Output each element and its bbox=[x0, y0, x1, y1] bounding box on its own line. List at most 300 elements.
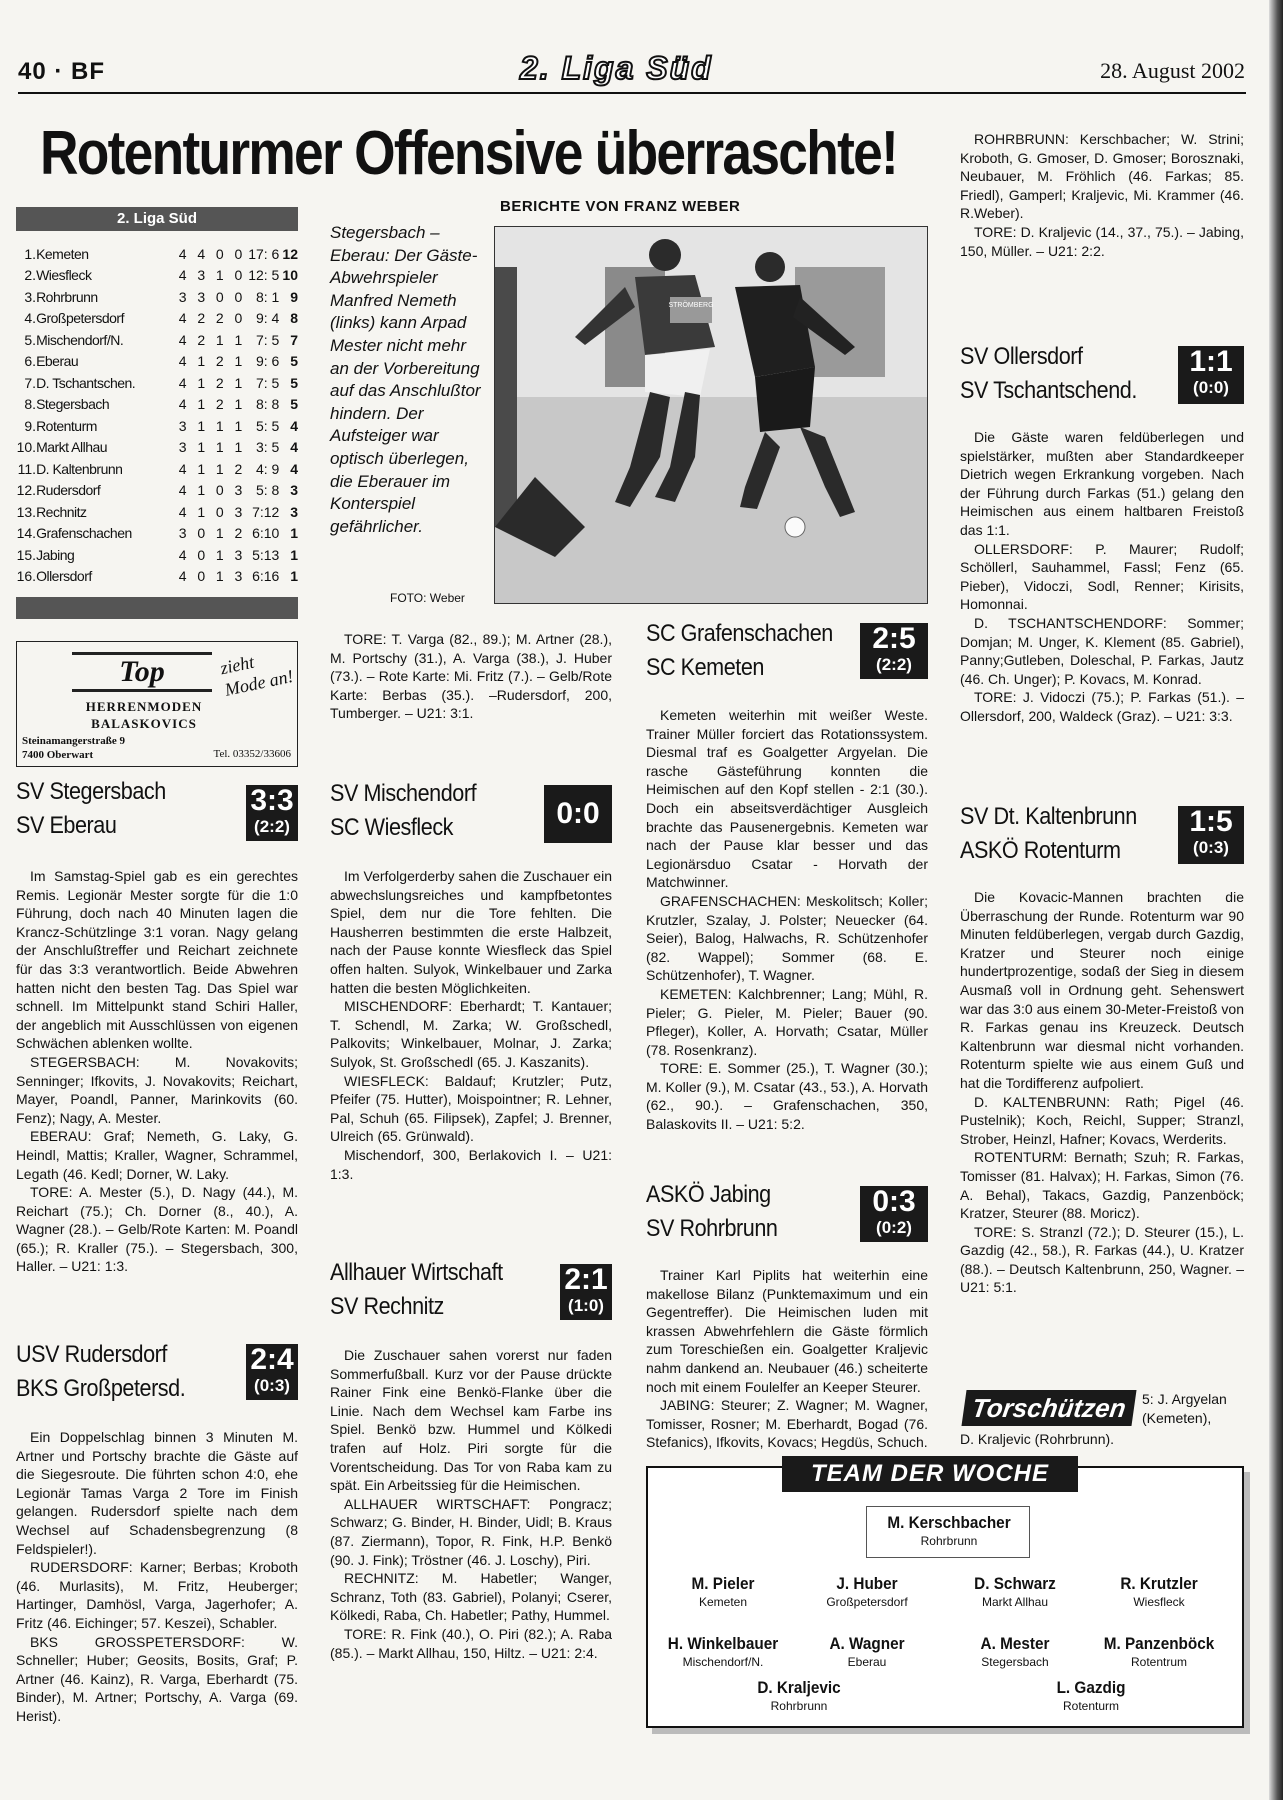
standings-wins: 1 bbox=[197, 439, 206, 456]
standings-played: 4 bbox=[178, 245, 187, 262]
player-row1-1 bbox=[792, 1574, 942, 1610]
report-jabing bbox=[646, 1266, 928, 1450]
report-ollersdorf bbox=[960, 428, 1244, 794]
standings-wins: 1 bbox=[197, 503, 206, 520]
ad-shop-name bbox=[69, 698, 219, 732]
halftime-score: (0:3) bbox=[1193, 838, 1229, 857]
lineup-paragraph bbox=[330, 1495, 612, 1569]
lineup-label: RECHNITZ: bbox=[344, 1570, 442, 1587]
standings-points: 4 bbox=[290, 417, 298, 434]
player-name: M. Pieler bbox=[691, 1574, 755, 1593]
lineup-text: Pongracz; Schwarz; G. Binder, H. Binder, Uidl; B. Kraus (87. Ziermann), Topor, R. Fink, H.P. Benkö (90. J. Fink); Tröstner (46. J. Loschy), Piri. bbox=[330, 1495, 612, 1568]
standings-pos: 13. bbox=[16, 503, 37, 520]
standings-points: 5 bbox=[290, 374, 298, 391]
away-team: SC Wiesfleck bbox=[330, 814, 454, 841]
standings-losses: 1 bbox=[234, 331, 243, 348]
lineup-paragraph bbox=[960, 614, 1244, 688]
lineup-text: Graf; Nemeth, G. Laky, G. Heindl, Mattis; Kraller, Wagner, Schrammel, Legath (46. Kedl; Dorner, W. Laky. bbox=[16, 1128, 298, 1182]
standings-pos: 1. bbox=[24, 245, 37, 262]
lineup-label: JABING: bbox=[660, 1397, 721, 1414]
home-team: Allhauer Wirtschaft bbox=[330, 1259, 503, 1286]
lineup-paragraph bbox=[646, 1059, 928, 1133]
final-score: 3:3 bbox=[250, 784, 294, 817]
halftime-score: (2:2) bbox=[254, 817, 290, 836]
standings-points: 5 bbox=[290, 396, 298, 413]
scorers-text-bottom bbox=[960, 1430, 1244, 1452]
score-badge bbox=[544, 785, 612, 843]
lineup-paragraph bbox=[960, 1093, 1244, 1149]
scorers-text-top bbox=[1142, 1390, 1246, 1430]
lineup-label: RUDERSDORF: bbox=[30, 1559, 141, 1576]
shirt-sponsor: STRÖMBERG bbox=[668, 302, 714, 309]
lineup-paragraph bbox=[960, 688, 1244, 725]
standings-points: 3 bbox=[290, 503, 298, 520]
lineup-label: TORE: bbox=[344, 1625, 392, 1642]
standings-played: 4 bbox=[178, 568, 187, 585]
standings-box bbox=[16, 207, 298, 619]
standings-played: 4 bbox=[178, 310, 187, 327]
standings-pos: 5. bbox=[24, 331, 37, 348]
standings-losses: 3 bbox=[234, 482, 243, 499]
standings-goals: 7:12 bbox=[252, 503, 280, 520]
player-club: Großpetersdorf bbox=[826, 1595, 908, 1609]
standings-goals: 8: 1 bbox=[255, 288, 280, 305]
standings-points: 1 bbox=[290, 525, 298, 542]
standings-points: 1 bbox=[290, 546, 298, 563]
report-paragraph: Die Gäste waren feldüberlegen und spielstärker, mußten aber Standardkeeper Dietrich wegen Erkrankung vorgeben. Nach der Führung durch Farkas (51.) gelang den Heimischen aus einem haltbaren Freistoß das 1:1. bbox=[960, 429, 1244, 538]
lineup-paragraph bbox=[330, 997, 612, 1071]
standings-team: Grafenschachen bbox=[36, 525, 132, 542]
standings-played: 3 bbox=[178, 288, 187, 305]
standings-row bbox=[16, 329, 298, 351]
standings-points: 3 bbox=[290, 482, 298, 499]
standings-team: Rechnitz bbox=[36, 503, 87, 520]
standings-played: 4 bbox=[178, 396, 187, 413]
score-badge bbox=[560, 1264, 612, 1320]
lineup-paragraph bbox=[646, 892, 928, 985]
lineup-paragraph bbox=[330, 1146, 612, 1183]
standings-goals: 7: 5 bbox=[255, 374, 280, 391]
lineup-label: TORE: bbox=[974, 223, 1021, 240]
report-paragraph: Die Kovacic-Mannen brachten die Überraschung der Runde. Rotenturm war 90 Minuten feldüberlegen, vergab durch Gazdig, Kratzer und Steurer noch einige hundertprozentige, sodaß der Sieg in diesem Ausmaß voll in Ordnung geht. Sehenswert war das 3:0 aus einem 30-Meter-Freistoß von R. Farkas genau ins Kreuzeck. Deutsch Kaltenbrunn war diesmal nicht vorhanden. Rotenturm spielte wie aus einem Guß und hat die Tordifferenz aufpoliert. bbox=[960, 889, 1244, 1091]
match-rudersdorf-grosspetersdorf bbox=[16, 1338, 298, 1406]
home-team: SC Grafenschachen bbox=[646, 620, 833, 647]
home-team: USV Rudersdorf bbox=[16, 1341, 167, 1368]
goalkeeper-box bbox=[866, 1506, 1030, 1558]
match-teams bbox=[330, 1256, 584, 1324]
standings-wins: 0 bbox=[197, 568, 206, 585]
standings-goals: 9: 6 bbox=[255, 353, 280, 370]
player-club: Wiesfleck bbox=[1133, 1595, 1185, 1609]
standings-row bbox=[16, 566, 298, 588]
standings-played: 4 bbox=[178, 482, 187, 499]
away-team: ASKÖ Rotenturm bbox=[960, 837, 1121, 864]
player-club: Markt Allhau bbox=[981, 1595, 1049, 1609]
standings-played: 4 bbox=[178, 460, 187, 477]
standings-wins: 1 bbox=[197, 460, 206, 477]
player-name: D. Schwarz bbox=[974, 1574, 1056, 1593]
ad-slogan: zieht Mode an! bbox=[218, 651, 296, 700]
section-title: 2. Liga Süd bbox=[520, 50, 713, 86]
scorers-text-part2: D. Kraljevic (Rohrbrunn). bbox=[960, 1431, 1115, 1447]
standings-points: 9 bbox=[290, 288, 298, 305]
standings-pos: 8. bbox=[24, 396, 37, 413]
standings-played: 3 bbox=[178, 417, 187, 434]
lineup-label: KEMETEN: bbox=[660, 985, 739, 1002]
standings-losses: 0 bbox=[234, 288, 243, 305]
player-club: Mischendorf/N. bbox=[682, 1655, 764, 1669]
standings-row bbox=[16, 523, 298, 545]
lineup-label: D. TSCHANTSCHENDORF: bbox=[974, 614, 1188, 631]
ad-shop-line2: BALASKOVICS bbox=[91, 716, 197, 731]
standings-losses: 3 bbox=[234, 568, 243, 585]
player-row1-0 bbox=[648, 1574, 798, 1610]
player-name: A. Wagner bbox=[829, 1634, 905, 1653]
standings-row bbox=[16, 265, 298, 287]
final-score: 2:1 bbox=[564, 1263, 608, 1296]
halftime-score: (0:2) bbox=[876, 1218, 912, 1237]
standings-points: 7 bbox=[290, 331, 298, 348]
lineup-paragraph bbox=[16, 1183, 298, 1276]
standings-pos: 4. bbox=[24, 310, 37, 327]
standings-draws: 0 bbox=[215, 288, 224, 305]
standings-goals: 6:16 bbox=[252, 568, 280, 585]
player-name: A. Mester bbox=[980, 1634, 1050, 1653]
lineup-label: GRAFENSCHACHEN: bbox=[660, 892, 807, 909]
advertisement bbox=[16, 641, 298, 767]
player-name: R. Krutzler bbox=[1120, 1574, 1198, 1593]
standings-wins: 0 bbox=[197, 546, 206, 563]
lineup-paragraph bbox=[16, 1053, 298, 1127]
standings-goals: 7: 5 bbox=[255, 331, 280, 348]
match-mischendorf-wiesfleck bbox=[330, 777, 612, 845]
standings-played: 4 bbox=[178, 546, 187, 563]
standings-draws: 1 bbox=[215, 546, 224, 563]
standings-pos: 12. bbox=[16, 482, 37, 499]
standings-played: 4 bbox=[178, 503, 187, 520]
lineup-paragraph bbox=[960, 130, 1244, 223]
header-rule bbox=[18, 92, 1246, 94]
standings-team: Ollersdorf bbox=[36, 568, 92, 585]
standings-draws: 1 bbox=[215, 331, 224, 348]
standings-team: Großpetersdorf bbox=[36, 310, 124, 327]
ad-shop-line1: HERRENMODEN bbox=[85, 699, 203, 714]
player-goalkeeper bbox=[874, 1513, 1024, 1549]
report-paragraph: Kemeten weiterhin mit weißer Weste. Trainer Müller forciert das Rotationssystem. Diesmal traf es Goalgetter Argyelan. Die rasche Gästeführung konnten die Heimischen auf den Kopf stellen - 2:1 (30.). Doch ein abseitsverdächtiger Ausgleich brachte das Pausenergebnis. Kemeten war nach der Pause klar besser und das Legionärsduo Csatar - Horvath der Matchwinner. bbox=[646, 707, 928, 891]
halftime-score: (0:3) bbox=[254, 1376, 290, 1395]
standings-row bbox=[16, 394, 298, 416]
standings-pos: 16. bbox=[16, 568, 37, 585]
lineup-paragraph bbox=[960, 540, 1244, 614]
match-grafenschachen-kemeten bbox=[646, 617, 928, 685]
player-name: M. Kerschbacher bbox=[887, 1513, 1011, 1532]
lineup-text: J. Vidoczi (75.); P. Farkas (51.). – Ollersdorf, 200, Waldeck (Graz). – U21: 3:3. bbox=[960, 689, 1244, 724]
standings-draws: 2 bbox=[215, 310, 224, 327]
standings-points: 12 bbox=[282, 245, 298, 262]
standings-draws: 0 bbox=[215, 503, 224, 520]
standings-losses: 3 bbox=[234, 503, 243, 520]
standings-title: 2. Liga Süd bbox=[16, 207, 298, 231]
report-paragraph: Die Zuschauer sahen vorerst nur faden Sommerfußball. Kurz vor der Pause drückte Rainer Fink eine Benkö-Flanke über die Linie. Nach dem Wechsel kam Farbe ins Spiel. Benkö bzw. Hummel und Kölkedi trafen auf Holz. Piri sorgte für die Vorentscheidung. Das Tor von Raba kam zu spät. Ein Arbeitssieg für die Heimischen. bbox=[330, 1347, 612, 1494]
lineup-label: EBERAU: bbox=[30, 1128, 104, 1145]
report-rudersdorf-continued bbox=[330, 630, 612, 766]
score-badge bbox=[860, 1186, 928, 1242]
standings-losses: 2 bbox=[234, 525, 243, 542]
page-number: 40 · BF bbox=[18, 58, 106, 85]
player-club: Stegersbach bbox=[981, 1655, 1049, 1669]
player-name: D. Kraljevic bbox=[757, 1678, 841, 1697]
standings-draws: 0 bbox=[215, 245, 224, 262]
standings-row bbox=[16, 415, 298, 437]
lineup-text: A. Mester (5.), D. Nagy (44.), M. Reichart (75.); Ch. Dorner (8., 40.), A. Wagner (28.). – Gelb/Rote Karten: M. Poandl (65.); R. Kraller (75.). – Stegersbach, 300, Haller. – U21: 1:3. bbox=[16, 1184, 298, 1275]
standings-team: Rudersdorf bbox=[36, 482, 101, 499]
report-stegersbach bbox=[16, 867, 298, 1327]
lineup-label: BKS GROSSPETERSDORF: bbox=[30, 1633, 282, 1650]
report-grafenschachen bbox=[646, 706, 928, 1168]
standings-losses: 2 bbox=[234, 460, 243, 477]
home-team: ASKÖ Jabing bbox=[646, 1181, 771, 1208]
standings-team: Rotenturm bbox=[36, 417, 97, 434]
standings-losses: 3 bbox=[234, 546, 243, 563]
scorers-tag: Torschützen bbox=[961, 1390, 1136, 1426]
away-team: SC Kemeten bbox=[646, 654, 764, 681]
home-team: SV Stegersbach bbox=[16, 778, 166, 805]
standings-draws: 0 bbox=[215, 482, 224, 499]
lineup-text: Kerschbacher; W. Strini; Kroboth, G. Gmoser, D. Gmoser; Borosznaki, Neubauer, M. Fröhlich (46. Farkas; 85. Friedl), Gamperl; Kraljevic, Mi. Krammer (46. R.Weber). bbox=[960, 131, 1244, 222]
score-badge bbox=[246, 1344, 298, 1400]
final-score: 0:0 bbox=[556, 797, 600, 830]
standings-draws: 1 bbox=[215, 568, 224, 585]
lineup-label: ROTENTURM: bbox=[974, 1149, 1075, 1166]
standings-row bbox=[16, 501, 298, 523]
standings-pos: 15. bbox=[16, 546, 37, 563]
report-jabing-continued bbox=[960, 130, 1244, 332]
player-row2-2 bbox=[940, 1634, 1090, 1670]
lineup-label: MISCHENDORF: bbox=[344, 998, 460, 1015]
home-team: SV Mischendorf bbox=[330, 780, 477, 807]
standings-goals: 5: 8 bbox=[255, 482, 280, 499]
score-badge bbox=[1178, 346, 1244, 404]
lineup-text: P. Maurer; Rudolf; Schöllerl, Sauhammel, Fassl; Fenz (65. Pieber), Vidoczi, Sodl, Renner; Kirisits, Homonnai. bbox=[960, 540, 1244, 613]
lineup-text: Meskolitsch; Koller; Krutzler, Szalay, J. Polster; Neuecker (64. Seier), Balog, Halwachs, R. Schützenhofer (82. Wappel); Sommer (68. E. Schützenhofer), T. Wagner. bbox=[646, 892, 928, 984]
standings-played: 4 bbox=[178, 353, 187, 370]
standings-draws: 1 bbox=[215, 267, 224, 284]
match-teams bbox=[16, 1338, 270, 1406]
halftime-score: (1:0) bbox=[568, 1296, 604, 1315]
standings-row bbox=[16, 458, 298, 480]
lineup-label: ALLHAUER WIRTSCHAFT: bbox=[344, 1495, 549, 1512]
standings-wins: 1 bbox=[197, 374, 206, 391]
report-mischendorf bbox=[330, 867, 612, 1247]
match-jabing-rohrbrunn bbox=[646, 1178, 928, 1246]
standings-team: Rohrbrunn bbox=[36, 288, 98, 305]
standings-pos: 6. bbox=[24, 353, 37, 370]
lineup-text: W. Schneller; Huber; Geosits, Bosits, Graf; P. Artner (46. Kainz), R. Varga, Eberhardt (75. Binder), M. Artner; Portschy, A. Varga (69. Herist). bbox=[16, 1633, 298, 1724]
standings-losses: 0 bbox=[234, 245, 243, 262]
standings-goals: 4: 9 bbox=[255, 460, 280, 477]
match-allhau-rechnitz bbox=[330, 1256, 612, 1324]
standings-wins: 4 bbox=[197, 245, 206, 262]
player-row2-3 bbox=[1084, 1634, 1234, 1670]
standings-team: Stegersbach bbox=[36, 396, 110, 413]
standings-wins: 1 bbox=[197, 353, 206, 370]
standings-wins: 3 bbox=[197, 288, 206, 305]
lineup-label: D. KALTENBRUNN: bbox=[974, 1093, 1126, 1110]
lineup-paragraph bbox=[646, 985, 928, 1059]
standings-draws: 1 bbox=[215, 417, 224, 434]
report-paragraph: Im Samstag-Spiel gab es ein gerechtes Remis. Legionär Mester sorgte für die 1:0 Führung, doch nach 40 Minuten lagen die Krancz-Schützlinge 3:1 voran. Nagy gelang der Anschlußtreffer und Reichart zeichnete für das 3:3 verantwortlich. Beide Abwehren hatten nicht den besten Tag. Das Spiel war schnell. Im Mittelpunkt stand Schiri Haller, der angeblich mit Ausschlüssen von eigenen Schwächen ablenken wollte. bbox=[16, 868, 298, 1052]
lineup-text: Baldauf; Krutzler; Putz, Pfeifer (75. Hutter), Moispointner; R. Lehner, Pal, Schuh (65. Filipsek), Zapfel; J. Brenner, Ulreich (65. Grünwald). bbox=[330, 1072, 612, 1145]
score-badge bbox=[246, 785, 298, 841]
final-score: 0:3 bbox=[872, 1185, 916, 1218]
standings-played: 4 bbox=[178, 267, 187, 284]
standings-goals: 9: 4 bbox=[255, 310, 280, 327]
home-team: SV Ollersdorf bbox=[960, 343, 1083, 370]
halftime-score: (0:0) bbox=[1193, 378, 1229, 397]
lineup-text: Kalchbrenner; Lang; Mühl, R. Pieler; G. Pieler, M. Pieler; Bauer (90. Pfleger), Koller, A. Horvath; Csatar, Müller (78. Rosenkranz). bbox=[646, 985, 928, 1058]
standings-points: 10 bbox=[282, 267, 298, 284]
standings-draws: 2 bbox=[215, 374, 224, 391]
standings-table bbox=[16, 243, 298, 587]
standings-team: Mischendorf/N. bbox=[36, 331, 124, 348]
lineup-paragraph bbox=[330, 630, 612, 723]
lineup-text: Sommer; Domjan; M. Unger, K. Klement (85. Gabriel), Panny;Gutleben, Doleschal, P. Farkas, Jautz (46. Ch. Unger); P. Kovacs, M. Konrad. bbox=[960, 614, 1244, 687]
standings-row bbox=[16, 243, 298, 265]
player-name: L. Gazdig bbox=[1056, 1678, 1126, 1697]
player-row1-3 bbox=[1084, 1574, 1234, 1610]
player-row3-0 bbox=[724, 1678, 874, 1714]
standings-pos: 9. bbox=[24, 417, 37, 434]
lineup-text: M. Habetler; Wanger, Schranz, Toth (83. Gabriel), Polanyi; Cserer, Kölkedi, Raba, Ch. Habetler; Pathy, Hummel. bbox=[330, 1570, 612, 1624]
player-name: M. Panzenböck bbox=[1103, 1634, 1215, 1653]
lineup-label: ROHRBRUNN: bbox=[974, 131, 1080, 147]
score-badge bbox=[860, 623, 928, 679]
player-club: Eberau bbox=[847, 1655, 887, 1669]
player-row2-0 bbox=[648, 1634, 798, 1670]
match-kaltenbrunn-rotenturm bbox=[960, 800, 1244, 868]
player-club: Rotenturm bbox=[1062, 1699, 1120, 1713]
standings-points: 8 bbox=[290, 310, 298, 327]
standings-points: 5 bbox=[290, 353, 298, 370]
standings-pos: 2. bbox=[24, 267, 37, 284]
standings-goals: 12: 5 bbox=[248, 267, 280, 284]
standings-draws: 1 bbox=[215, 439, 224, 456]
lineup-text: Karner; Berbas; Kroboth (46. Murlasits), M. Fritz, Heuberger; Hartinger, Damhösl, Varga, Jagerhofer; A. Fritz (46. Eichinger; 57. Keszei), Schabler. bbox=[16, 1559, 298, 1631]
ad-phone: Tel. 03352/33606 bbox=[213, 748, 291, 760]
away-team: SV Tschantschend. bbox=[960, 377, 1137, 404]
player-club: Kemeten bbox=[698, 1595, 748, 1609]
lineup-label: TORE: bbox=[974, 1223, 1022, 1240]
standings-losses: 0 bbox=[234, 310, 243, 327]
lineup-paragraph bbox=[330, 1072, 612, 1146]
away-team: SV Rohrbrunn bbox=[646, 1215, 778, 1242]
standings-played: 4 bbox=[178, 374, 187, 391]
standings-row bbox=[16, 308, 298, 330]
standings-played: 3 bbox=[178, 525, 187, 542]
standings-losses: 1 bbox=[234, 353, 243, 370]
standings-pos: 14. bbox=[16, 525, 37, 542]
report-paragraph: Im Verfolgerderby sahen die Zuschauer ein abwechslungsreiches und kampfbetontes Spiel, dem nur die Tore fehlten. Die Hausherren bestimmten die erste Halbzeit, nach der Pause konnte Wiesfleck das Spiel offen halten. Sulyok, Winkelbauer und Zarka hatten die besten Möglichkeiten. bbox=[330, 868, 612, 996]
standings-wins: 1 bbox=[197, 396, 206, 413]
report-allhau bbox=[330, 1346, 612, 1754]
halftime-score: (2:2) bbox=[876, 655, 912, 674]
player-row3-1 bbox=[1016, 1678, 1166, 1714]
home-team: SV Dt. Kaltenbrunn bbox=[960, 803, 1137, 830]
lineup-text: M. Novakovits; Senninger; Ifkovits, J. Novakovits; Reichart, Mayer, Poandl, Panner, Marinkovits (60. Fenz); Nagy, A. Mester. bbox=[16, 1053, 298, 1126]
lineup-text: Rath; Pigel (46. Pustelnik); Koch, Reichl, Supper; Stranzl, Strober, Heinzl, Hafner; Kovacs, Werderits. bbox=[960, 1093, 1244, 1147]
standings-draws: 1 bbox=[215, 460, 224, 477]
player-row2-1 bbox=[792, 1634, 942, 1670]
standings-played: 3 bbox=[178, 439, 187, 456]
lineup-text: Steurer; Z. Wagner; M. Wagner, Tomisser, Rosner; M. Eberhardt, Bogad (76. Stefanics), Ifkovits, Kovacs; Hegdüs, Schuch. bbox=[646, 1397, 928, 1450]
final-score: 1:1 bbox=[1189, 345, 1233, 378]
standings-row bbox=[16, 437, 298, 459]
standings-played: 4 bbox=[178, 331, 187, 348]
match-stegersbach-eberau bbox=[16, 775, 298, 843]
standings-goals: 8: 8 bbox=[255, 396, 280, 413]
match-photo-image bbox=[495, 227, 928, 604]
away-team: SV Rechnitz bbox=[330, 1293, 444, 1320]
lineup-text: D. Kraljevic (14., 37., 75.). – Jabing, 150, Müller. – U21: 2:2. bbox=[960, 223, 1244, 259]
lineup-paragraph bbox=[960, 1223, 1244, 1297]
lineup-paragraph bbox=[960, 1148, 1244, 1222]
standings-footer-bar bbox=[16, 597, 298, 619]
team-of-week bbox=[646, 1460, 1244, 1728]
lineup-paragraph bbox=[16, 1633, 298, 1726]
player-name: H. Winkelbauer bbox=[667, 1634, 779, 1653]
away-team: SV Eberau bbox=[16, 812, 117, 839]
match-ollersdorf-tschantschendorf bbox=[960, 340, 1244, 408]
ad-street: Steinamangerstraße 9 bbox=[22, 735, 125, 747]
match-photo bbox=[494, 226, 928, 604]
byline: BERICHTE VON FRANZ WEBER bbox=[500, 198, 741, 215]
standings-row bbox=[16, 286, 298, 308]
report-paragraph: Ein Doppelschlag binnen 3 Minuten M. Artner und Portschy brachte die Gäste auf die Siegesroute. Die führten schon 4:0, ehe Legionär Tamas Varga 2 Tore im Finish gelangen. Rudersdorf spielte nach dem Wechsel auf Schadensbegrenzung (8 Feldspieler!). bbox=[16, 1429, 298, 1557]
lineup-paragraph bbox=[16, 1127, 298, 1183]
lineup-paragraph bbox=[16, 1558, 298, 1632]
issue-date: 28. August 2002 bbox=[1100, 58, 1245, 83]
standings-row bbox=[16, 480, 298, 502]
standings-points: 4 bbox=[290, 460, 298, 477]
standings-row bbox=[16, 372, 298, 394]
score-badge bbox=[1178, 806, 1244, 864]
headline: Rotenturmer Offensive überraschte! bbox=[40, 119, 898, 188]
standings-pos: 7. bbox=[24, 374, 37, 391]
standings-team: Wiesfleck bbox=[36, 267, 92, 284]
team-of-week-title: TEAM DER WOCHE bbox=[782, 1456, 1078, 1492]
player-club: Rotentrum bbox=[1130, 1655, 1188, 1669]
player-club: Rohrbrunn bbox=[770, 1699, 828, 1713]
standings-pos: 3. bbox=[24, 288, 37, 305]
standings-team: D. Kaltenbrunn bbox=[36, 460, 123, 477]
lineup-text: T. Varga (82., 89.); M. Artner (28.), M. Portschy (31.), A. Varga (38.), J. Huber (73.). – Rote Karte: Mi. Fritz (7.). – Gelb/Rote Karte: Berbas (35.). –Rudersdorf, 200, Tumberger. – U21: 3:1. bbox=[330, 631, 612, 722]
standings-losses: 1 bbox=[234, 396, 243, 413]
report-rudersdorf bbox=[16, 1428, 298, 1748]
lineup-text: E. Sommer (25.), T. Wagner (30.); M. Koller (9.), M. Csatar (43., 53.), A. Horvath (62., 90.). – Grafenschachen, 350, Balaskovits II. – U21: 5:2. bbox=[646, 1060, 928, 1133]
final-score: 1:5 bbox=[1189, 805, 1233, 838]
standings-goals: 5:13 bbox=[252, 546, 280, 563]
final-score: 2:5 bbox=[872, 622, 916, 655]
away-team: BKS Großpetersd. bbox=[16, 1375, 186, 1402]
standings-wins: 2 bbox=[197, 310, 206, 327]
lineup-paragraph bbox=[330, 1625, 612, 1662]
lineup-text: Eberhardt; T. Kantauer; T. Schendl, M. Zarka; W. Großschedl, Palkovits; Winkelbauer, Molnar, J. Zarka; Sulyok, St. Großschedl (65. J. Kaszanits). bbox=[330, 998, 612, 1070]
standings-points: 1 bbox=[290, 568, 298, 585]
standings-team: Jabing bbox=[36, 546, 75, 563]
lineup-paragraph bbox=[330, 1569, 612, 1625]
final-score: 2:4 bbox=[250, 1343, 294, 1376]
standings-row bbox=[16, 351, 298, 373]
